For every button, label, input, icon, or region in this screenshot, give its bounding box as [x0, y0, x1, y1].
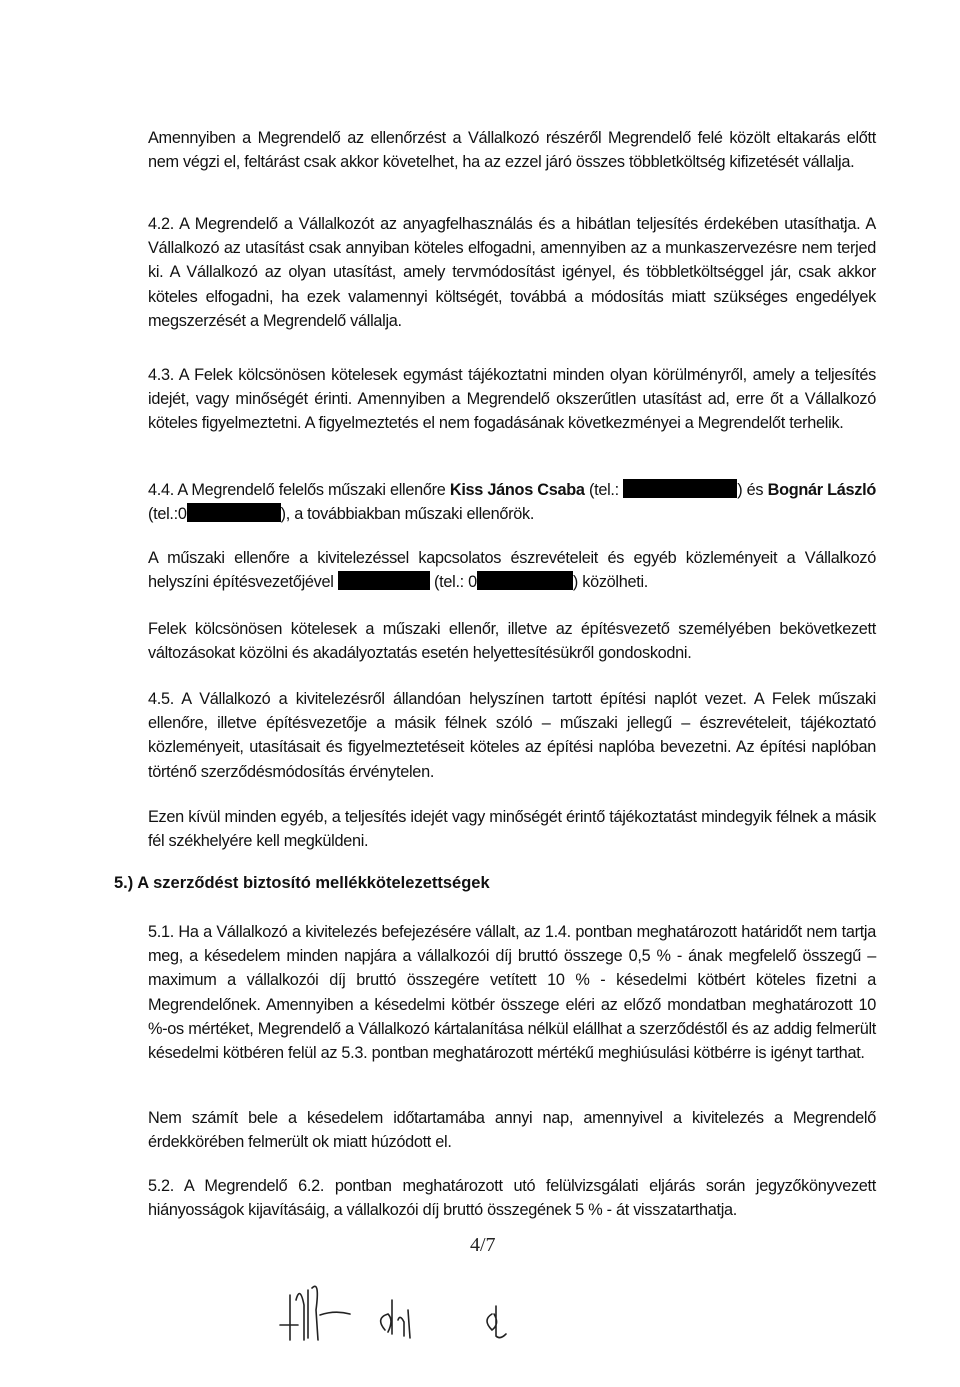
signature-1 — [280, 1286, 350, 1340]
paragraph-5-2: 5.2. A Megrendelő 6.2. pontban meghatározott utó felülvizsgálati eljárás során jegyzőkönyvezett hiányosságok kijavításáig, a vállalkozói díj bruttó összegének 5 % - át visszatarthatja. — [148, 1177, 876, 1220]
paragraph-tajekoztatas: Ezen kívül minden egyéb, a teljesítés idejét vagy minőségét érintő tájékoztatást mindegyik félnek a másik fél székhelyére kell megküldeni. — [148, 808, 876, 851]
section-heading-5: 5.) A szerződést biztosító mellékkötelezettségek — [114, 874, 490, 892]
paragraph-kesedelem: Nem számít bele a késedelem időtartamába annyi nap, amennyivel a kivitelezés a Megrendelő érdekkörében felmerült ok miatt húzódott el. — [148, 1109, 876, 1152]
inspector-name-1: Kiss János Csaba — [449, 481, 585, 499]
paragraph-valtozasok: Felek kölcsönösen kötelesek a műszaki ellenőr, illetve az építésvezető személyében bekövetkezett változásokat közölni és akadályoztatás esetén helyettesítésükről gondoskodni. — [148, 620, 876, 663]
paragraph-4-5: 4.5. A Vállalkozó a kivitelezésről állandóan helyszínen tartott építési naplót vezet. A Felek műszaki ellenőre, illetve építésvezetője a másik félnek szóló – műszaki jellegű – észrevételeit, tájékoztató közleményeit, utasításait és figyelmeztetéseit köteles az építési naplóba bevezetni. Az építési naplóban történő szerződésmódosítás érvénytelen. — [148, 690, 876, 781]
paragraph-eltakaras: Amennyiben a Megrendelő az ellenőrzést a Vállalkozó részéről Megrendelő felé közölt eltakarás előtt nem végzi el, feltárást csak akkor követelhet, ha az ezzel járó összes többletköltség kifizetését vállalja. — [148, 129, 876, 172]
text-segment: (tel.: — [584, 481, 624, 499]
paragraph-muszaki-ellenor — [148, 546, 876, 594]
redaction-bar — [187, 503, 281, 522]
inspector-name-2: Bognár László — [767, 481, 876, 499]
paragraph-5-1: 5.1. Ha a Vállalkozó a kivitelezés befejezésére vállalt, az 1.4. pontban meghatározott határidőt nem tartja meg, a késedelem minden napjára a vállalkozói díj bruttó összege 0,5 % - ának megfelelő összegű – maximum a vállalkozói díj bruttó összegére vetített 10 % - késedelmi kötbért köteles fizetni a Megrendelőnek. Amennyiben a késedelmi kötbér összege eléri az előző mondatban meghatározott 10 %-os mértéket, Megrendelő a Vállalkozó kártalanítása nélkül elállhat a szerződéstől és az addig felmerült késedelmi kötbéren felül az 5.3. pontban meghatározott mértékű meghiúsulási kötbérre is igényt tarthat. — [148, 923, 876, 1063]
signatures — [260, 1270, 560, 1350]
redaction-bar — [623, 479, 737, 498]
text-segment: ) és — [737, 481, 768, 499]
text-segment: (tel.:0 — [148, 505, 187, 524]
redaction-bar — [338, 571, 430, 590]
paragraph-4-3: 4.3. A Felek kölcsönösen kötelesek egymást tájékoztatni minden olyan körülményről, amely a teljesítés idejét, vagy minőségét érinti. Amennyiben a Megrendelő okszerűtlen utasítást ad, erre őt a Vállalkozó köteles figyelmeztetni. A figyelmeztetés el nem fogadásának következményei a Megrendelőt terhelik. — [148, 366, 876, 433]
text-segment: (tel.: 0 — [429, 573, 477, 592]
text-segment: 4.4. A Megrendelő felelős műszaki ellenőre — [148, 481, 450, 499]
text-segment: A műszaki ellenőre a kivitelezéssel kapcsolatos észrevételeit és egyéb közleményeit a Vállalkozó helyszíni építésvezetőjével — [148, 549, 876, 592]
signature-3 — [487, 1306, 506, 1338]
signature-2 — [381, 1300, 410, 1338]
paragraph-4-2: 4.2. A Megrendelő a Vállalkozót az anyagfelhasználás és a hibátlan teljesítés érdekében utasíthatja. A Vállalkozó az utasítást csak annyiban köteles elfogadni, amennyiben az a munkaszervezésre nem terjed ki. A Vállalkozó az olyan utasítást, amely tervmódosítást igényel, és többletköltséggel jár, csak akkor köteles elfogadni, ha ezek valamennyi költségét, továbbá a módosítás miatt szükséges engedélyek megszerzését a Megrendelő vállalja. — [148, 215, 876, 330]
page-number: 4/7 — [470, 1234, 496, 1256]
paragraph-4-4 — [148, 478, 876, 526]
redaction-bar — [477, 571, 573, 590]
text-segment: ) közölheti. — [572, 573, 649, 592]
text-segment: ), a továbbiakban műszaki ellenőrök. — [280, 505, 535, 524]
